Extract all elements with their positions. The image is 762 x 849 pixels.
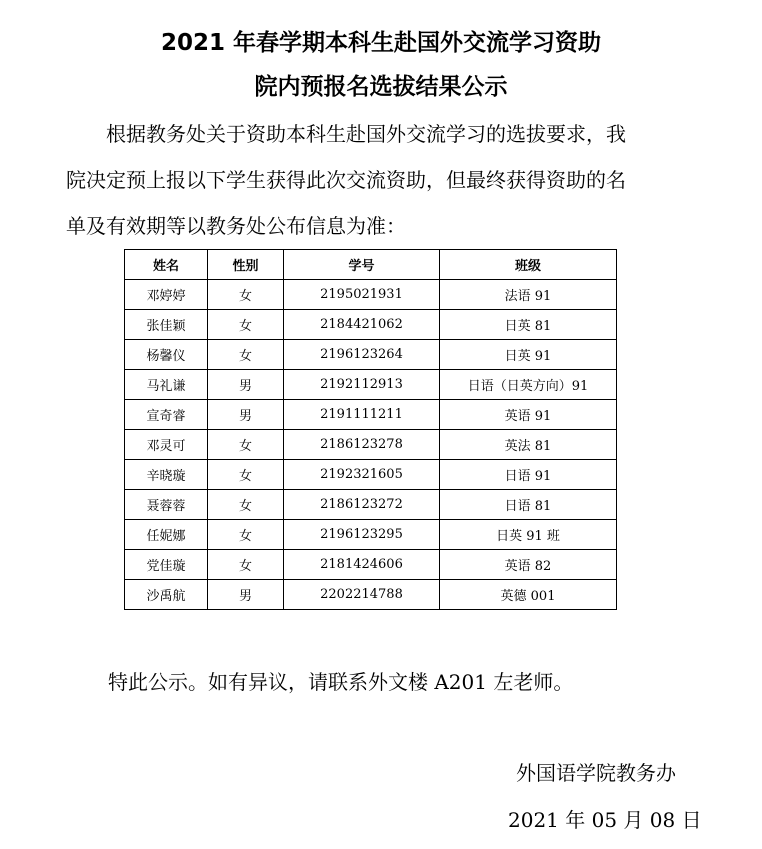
cell-name: 聂蓉蓉 (125, 490, 208, 520)
table-body (125, 280, 617, 610)
cell-student-id: 2184421062 (284, 310, 440, 340)
table-row (125, 370, 617, 400)
cell-class: 日语 81 (440, 490, 617, 520)
cell-gender: 男 (208, 370, 284, 400)
intro-line-3: 单及有效期等以教务处公布信息为准： (66, 214, 406, 238)
table-header-row (125, 250, 617, 280)
cell-class: 英法 81 (440, 430, 617, 460)
table-row (125, 430, 617, 460)
header-gender: 性别 (208, 250, 284, 280)
cell-student-id: 2195021931 (284, 280, 440, 310)
table-row (125, 340, 617, 370)
cell-class: 英语 91 (440, 400, 617, 430)
table-row (125, 580, 617, 610)
table-row (125, 400, 617, 430)
cell-student-id: 2191111211 (284, 400, 440, 430)
signature: 外国语学院教务办 (516, 761, 676, 785)
cell-name: 张佳颖 (125, 310, 208, 340)
issue-date: 2021 年 05 月 08 日 (508, 808, 702, 832)
table-row (125, 460, 617, 490)
cell-gender: 女 (208, 550, 284, 580)
cell-student-id: 2192112913 (284, 370, 440, 400)
cell-student-id: 2181424606 (284, 550, 440, 580)
cell-class: 日语 91 (440, 460, 617, 490)
cell-student-id: 2202214788 (284, 580, 440, 610)
table-row (125, 310, 617, 340)
cell-name: 杨馨仪 (125, 340, 208, 370)
cell-gender: 女 (208, 490, 284, 520)
table-row (125, 280, 617, 310)
table-row (125, 520, 617, 550)
cell-gender: 女 (208, 340, 284, 370)
closing-note: 特此公示。如有异议，请联系外文楼 A201 左老师。 (108, 670, 574, 694)
cell-class: 法语 91 (440, 280, 617, 310)
cell-name: 沙禹航 (125, 580, 208, 610)
cell-gender: 女 (208, 430, 284, 460)
cell-gender: 女 (208, 310, 284, 340)
document-title-line2: 院内预报名选拔结果公示 (254, 74, 508, 100)
cell-class: 英语 82 (440, 550, 617, 580)
cell-student-id: 2186123272 (284, 490, 440, 520)
cell-student-id: 2196123295 (284, 520, 440, 550)
table-row (125, 490, 617, 520)
intro-line-1: 根据教务处关于资助本科生赴国外交流学习的选拔要求，我 (106, 122, 626, 146)
cell-gender: 女 (208, 280, 284, 310)
cell-name: 马礼谦 (125, 370, 208, 400)
cell-class: 日语（日英方向）91 (440, 370, 617, 400)
cell-gender: 男 (208, 580, 284, 610)
header-class: 班级 (440, 250, 617, 280)
cell-name: 邓婷婷 (125, 280, 208, 310)
cell-class: 日英 91 班 (440, 520, 617, 550)
cell-student-id: 2196123264 (284, 340, 440, 370)
header-student-id: 学号 (284, 250, 440, 280)
cell-name: 任妮娜 (125, 520, 208, 550)
student-table (124, 249, 617, 610)
cell-name: 邓灵可 (125, 430, 208, 460)
cell-name: 宣奇睿 (125, 400, 208, 430)
cell-student-id: 2192321605 (284, 460, 440, 490)
cell-name: 辛晓璇 (125, 460, 208, 490)
cell-student-id: 2186123278 (284, 430, 440, 460)
cell-class: 日英 81 (440, 310, 617, 340)
cell-class: 英德 001 (440, 580, 617, 610)
cell-gender: 男 (208, 400, 284, 430)
table-row (125, 550, 617, 580)
cell-gender: 女 (208, 520, 284, 550)
intro-line-2: 院决定预上报以下学生获得此次交流资助，但最终获得资助的名 (66, 168, 626, 192)
document-title-line1: 2021 年春学期本科生赴国外交流学习资助 (160, 30, 602, 56)
cell-name: 党佳璇 (125, 550, 208, 580)
cell-gender: 女 (208, 460, 284, 490)
header-name: 姓名 (125, 250, 208, 280)
cell-class: 日英 91 (440, 340, 617, 370)
